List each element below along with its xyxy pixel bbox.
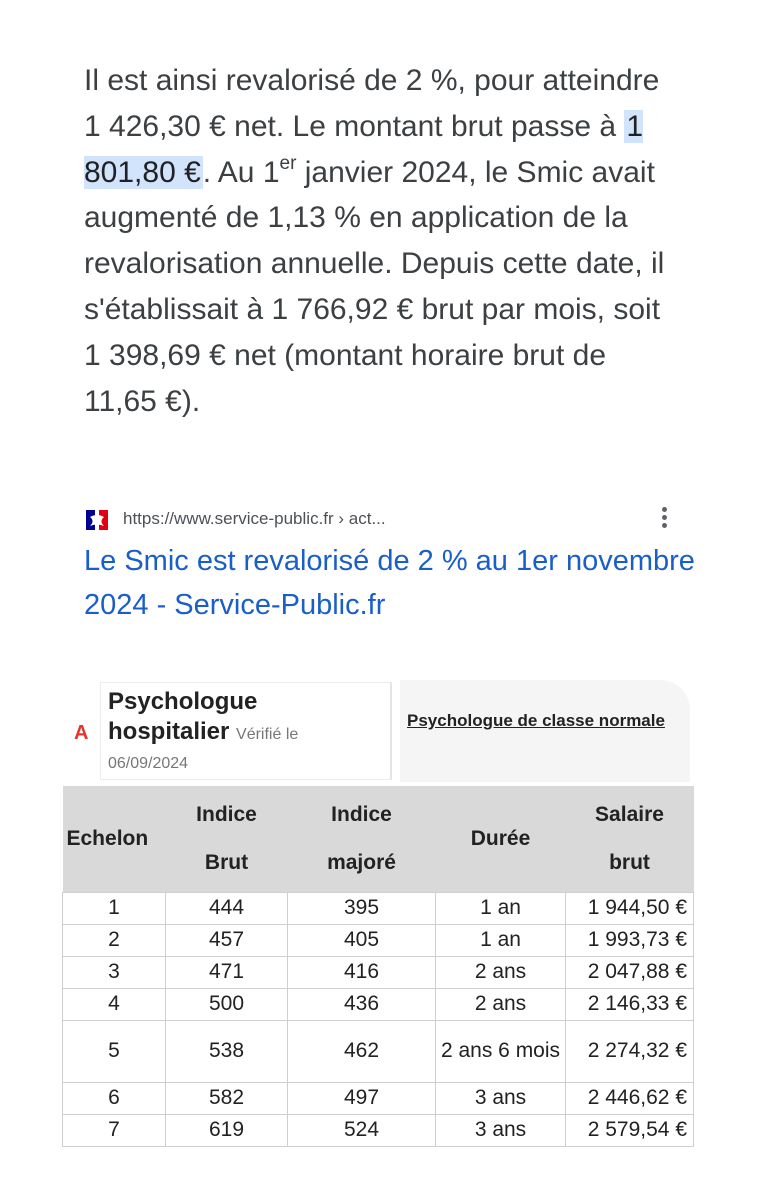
search-snippet-text xyxy=(84,58,684,424)
cell-indice-majore: 395 xyxy=(288,892,436,924)
cell-duree: 2 ans xyxy=(436,956,566,988)
result-title-link[interactable]: Le Smic est revalorisé de 2 % au 1er novembre 2024 - Service-Public.fr xyxy=(84,545,695,621)
cell-indice-brut: 457 xyxy=(166,924,288,956)
cell-echelon: 7 xyxy=(63,1114,166,1146)
table-row xyxy=(63,1082,694,1114)
cell-duree: 3 ans xyxy=(436,1082,566,1114)
cell-echelon: 6 xyxy=(63,1082,166,1114)
cell-indice-majore: 436 xyxy=(288,988,436,1020)
cell-echelon: 4 xyxy=(63,988,166,1020)
cell-salaire: 2 274,32 € xyxy=(566,1020,694,1082)
cell-echelon: 2 xyxy=(63,924,166,956)
table-row xyxy=(63,988,694,1020)
snippet-superscript: er xyxy=(279,152,297,174)
header-salaire xyxy=(566,786,694,892)
cell-echelon: 3 xyxy=(63,956,166,988)
card-verified-label: Vérifié le xyxy=(236,726,299,743)
cell-indice-majore: 524 xyxy=(288,1114,436,1146)
table-row xyxy=(63,956,694,988)
table-row xyxy=(63,924,694,956)
table-row xyxy=(63,1114,694,1146)
snippet-text-part3: janvier 2024, le Smic avait augmenté de 1,13 % en application de la revalorisation annuelle. Depuis cette date, il s'établissait à 1 766,92 € brut par mois, soit 1 398,69 € net (montant horaire brut de 11,65 €). xyxy=(84,155,665,418)
header-indice-brut-line2: Brut xyxy=(204,850,249,874)
cell-salaire: 2 146,33 € xyxy=(566,988,694,1020)
header-duree: Durée xyxy=(436,786,566,892)
card-title-text: Psychologue hospitalier xyxy=(108,688,258,745)
header-indice-majore-line2: majoré xyxy=(327,850,396,874)
cell-salaire: 2 579,54 € xyxy=(566,1114,694,1146)
header-indice-majore xyxy=(288,786,436,892)
snippet-text-part2: . Au 1 xyxy=(202,155,280,189)
header-salaire-line1: Salaire xyxy=(595,802,664,826)
header-indice-brut xyxy=(166,786,288,892)
card-link[interactable]: Psychologue de classe normale xyxy=(407,711,665,730)
cell-indice-brut: 500 xyxy=(166,988,288,1020)
card-date: 06/09/2024 xyxy=(108,755,189,772)
table-row xyxy=(63,892,694,924)
cell-salaire: 2 047,88 € xyxy=(566,956,694,988)
marianne-logo-icon xyxy=(84,507,110,533)
cell-salaire: 1 993,73 € xyxy=(566,924,694,956)
header-echelon: Echelon xyxy=(63,786,166,892)
card-title xyxy=(108,687,378,750)
cell-indice-brut: 471 xyxy=(166,956,288,988)
cell-duree: 3 ans xyxy=(436,1114,566,1146)
cell-indice-brut: 538 xyxy=(166,1020,288,1082)
cell-indice-brut: 444 xyxy=(166,892,288,924)
cell-indice-brut: 619 xyxy=(166,1114,288,1146)
cell-duree: 2 ans xyxy=(436,988,566,1020)
cell-duree: 1 an xyxy=(436,892,566,924)
cell-indice-majore: 405 xyxy=(288,924,436,956)
cell-salaire: 2 446,62 € xyxy=(566,1082,694,1114)
header-indice-brut-line1: Indice xyxy=(196,802,257,826)
result-source-row[interactable] xyxy=(84,505,684,535)
cell-indice-majore: 497 xyxy=(288,1082,436,1114)
cell-salaire: 1 944,50 € xyxy=(566,892,694,924)
cell-duree: 2 ans 6 mois xyxy=(436,1020,566,1082)
cell-echelon: 5 xyxy=(63,1020,166,1082)
header-salaire-line2: brut xyxy=(609,850,650,874)
snippet-text-part1: Il est ainsi revalorisé de 2 %, pour atteindre 1 426,30 € net. Le montant brut passe à xyxy=(84,64,660,143)
salary-table xyxy=(62,786,694,1147)
table-row xyxy=(63,1020,694,1082)
result-source-url[interactable]: https://www.service-public.fr › act... xyxy=(123,509,386,528)
cell-indice-majore: 416 xyxy=(288,956,436,988)
table-header-row xyxy=(63,786,694,892)
card-badge: A xyxy=(74,722,89,744)
cell-duree: 1 an xyxy=(436,924,566,956)
cell-indice-majore: 462 xyxy=(288,1020,436,1082)
snippet-highlight: 1 801,80 € xyxy=(84,109,644,189)
more-vert-icon[interactable] xyxy=(656,505,672,539)
cell-echelon: 1 xyxy=(63,892,166,924)
header-indice-majore-line1: Indice xyxy=(331,802,392,826)
cell-indice-brut: 582 xyxy=(166,1082,288,1114)
